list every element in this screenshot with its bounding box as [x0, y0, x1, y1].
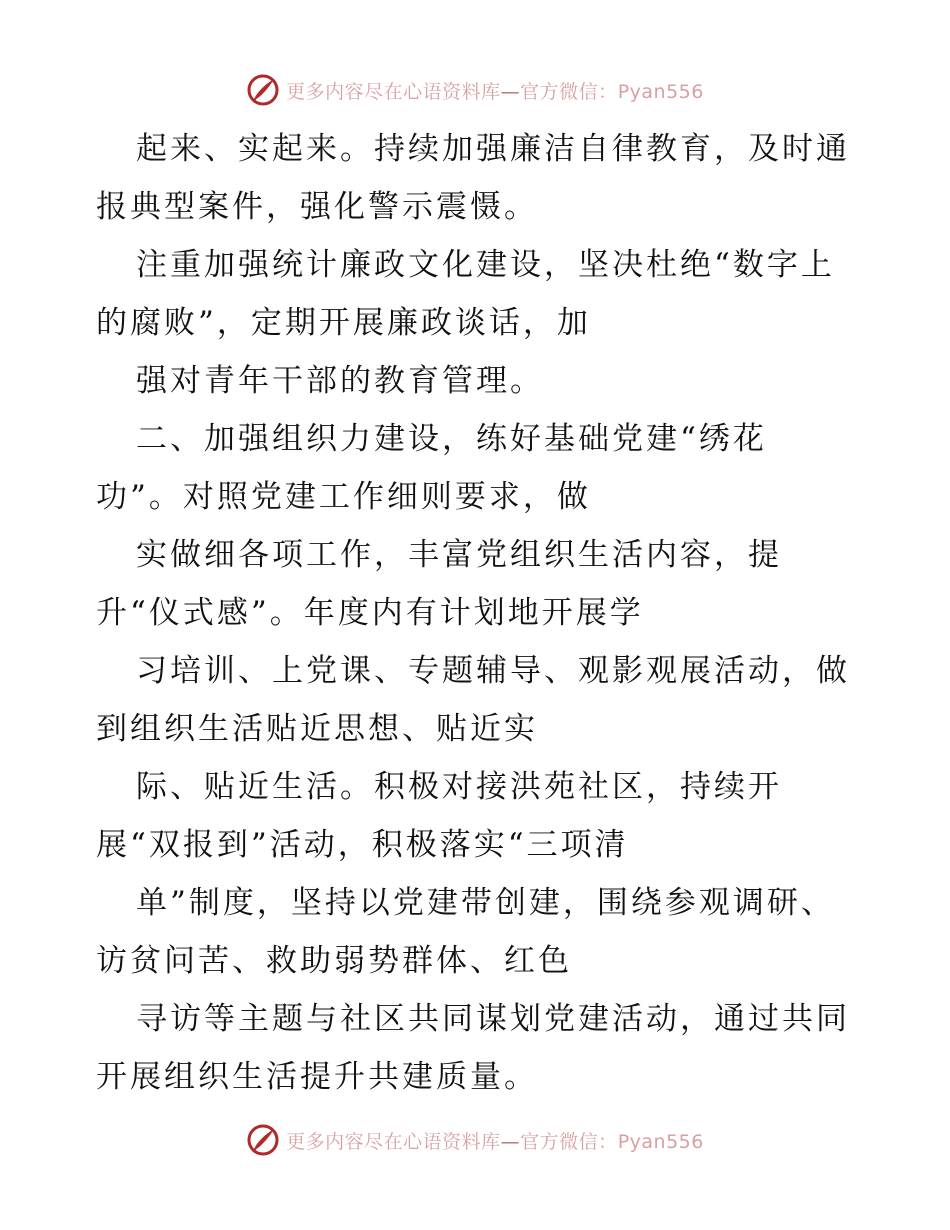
- footer-banner-text: 更多内容尽在心语资料库—官方微信：Pyan556: [286, 1130, 704, 1153]
- text-line: 注重加强统计廉政文化建设，坚决杜绝“数字上: [136, 247, 835, 283]
- text-line: 单”制度，坚持以党建带创建，围绕参观调研、: [136, 885, 835, 921]
- text-line: 报典型案件，强化警示震慑。: [96, 189, 538, 225]
- text-line: 开展组织生活提升共建质量。: [96, 1059, 538, 1095]
- text-line: 展“双报到”活动，积极落实“三项清: [96, 827, 629, 863]
- text-line: 的腐败”，定期开展廉政谈话，加: [96, 305, 591, 341]
- text-line: 寻访等主题与社区共同谋划党建活动，通过共同: [136, 1001, 850, 1037]
- text-line: 到组织生活贴近思想、贴近实: [96, 711, 538, 747]
- header-banner-text: 更多内容尽在心语资料库—官方微信：Pyan556: [286, 80, 704, 103]
- footer-banner: [0, 1120, 950, 1160]
- text-line: 起来、实起来。持续加强廉洁自律教育，及时通: [136, 131, 850, 167]
- header-banner-content: [246, 73, 704, 107]
- header-banner: [0, 70, 950, 110]
- text-line: 际、贴近生活。积极对接洪苑社区，持续开: [136, 769, 782, 805]
- quill-logo-icon: [246, 1123, 280, 1157]
- header-wechat-id: Pyan556: [617, 80, 704, 103]
- footer-banner-content: [246, 1123, 704, 1157]
- text-line: 访贫问苦、救助弱势群体、红色: [96, 943, 572, 979]
- text-line: 功”。对照党建工作细则要求，做: [96, 479, 591, 515]
- text-line: 升“仪式感”。年度内有计划地开展学: [96, 595, 644, 631]
- document-body: [96, 120, 886, 1106]
- footer-wechat-id: Pyan556: [617, 1130, 704, 1153]
- quill-logo-icon: [246, 73, 280, 107]
- text-line: 强对青年干部的教育管理。: [136, 363, 544, 399]
- text-line: 实做细各项工作，丰富党组织生活内容，提: [136, 537, 782, 573]
- text-line: 习培训、上党课、专题辅导、观影观展活动，做: [136, 653, 850, 689]
- text-line: 二、加强组织力建设，练好基础党建“绣花: [136, 421, 767, 457]
